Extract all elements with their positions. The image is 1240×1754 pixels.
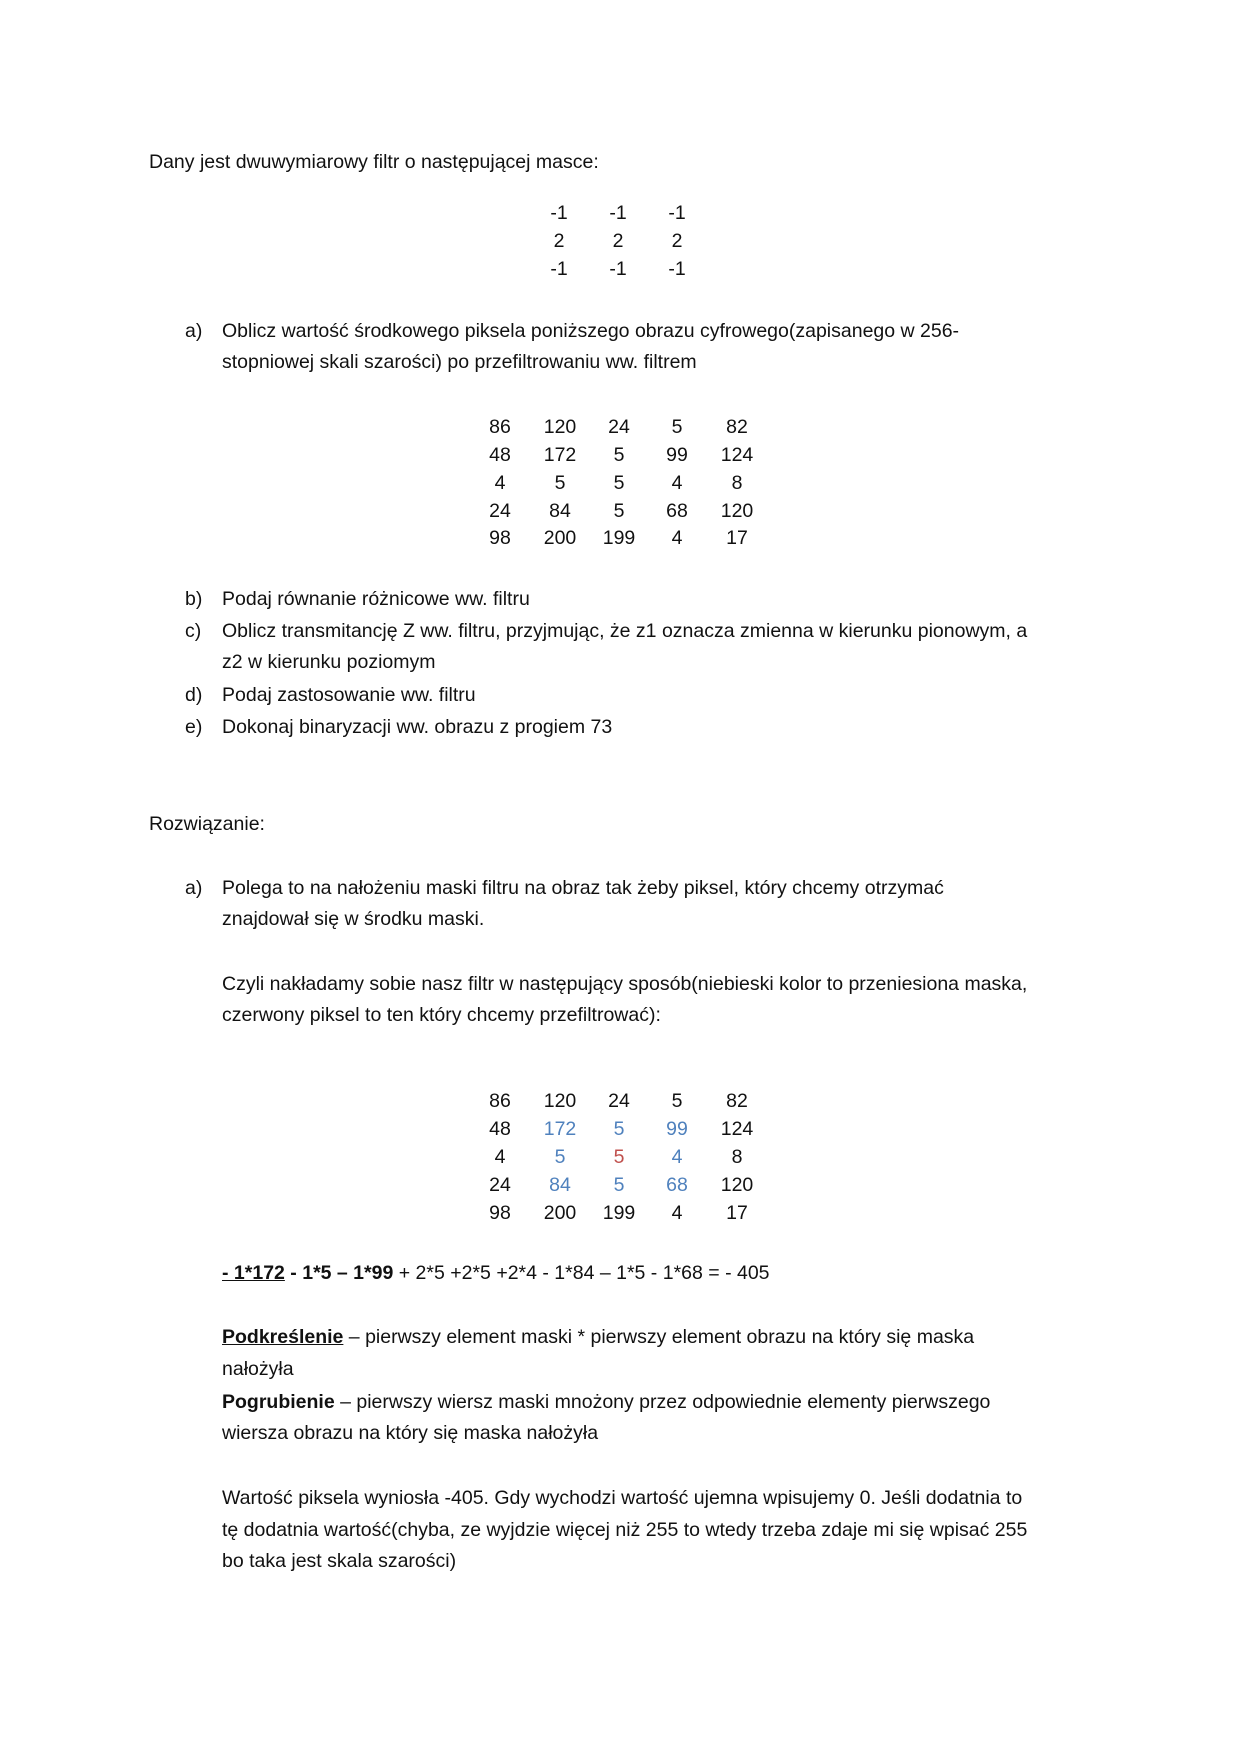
legend-desc: – pierwszy element maski * pierwszy element obrazu na który się maska — [343, 1326, 975, 1348]
matrix-cell: 5 — [613, 472, 625, 494]
matrix-cell: 48 — [489, 444, 511, 466]
task-c-text: Oblicz transmitancję Z ww. filtru, przyjmując, że z1 oznacza zmienna w kierunku pionowym, a — [222, 620, 1028, 642]
matrix-cell: -1 — [550, 258, 568, 280]
matrix-cell: 24 — [608, 1090, 630, 1112]
formula-bold: - 1*5 – 1*99 — [284, 1262, 394, 1284]
matrix-cell: 82 — [726, 1090, 748, 1112]
matrix-cell: 172 — [543, 444, 577, 466]
task-c-label: c) — [185, 620, 202, 642]
solution-text: Czyli nakładamy sobie nasz filtr w następujący sposób(niebieski kolor to przeniesiona maska, — [222, 973, 1028, 995]
matrix-cell: 98 — [489, 527, 511, 549]
solution-a-label: a) — [185, 877, 203, 899]
matrix-cell: 2 — [612, 230, 624, 252]
matrix-cell: 8 — [731, 472, 743, 494]
task-c-text: z2 w kierunku poziomym — [222, 651, 436, 673]
formula-underlined: - 1*172 — [222, 1262, 285, 1284]
matrix-cell: 17 — [726, 1202, 748, 1224]
matrix-cell: 200 — [543, 527, 577, 549]
matrix-cell: 4 — [671, 1146, 683, 1168]
matrix-cell: 24 — [489, 1174, 511, 1196]
matrix-cell: 17 — [726, 527, 748, 549]
matrix-cell: 98 — [489, 1202, 511, 1224]
matrix-cell: 4 — [494, 1146, 506, 1168]
matrix-cell: 84 — [549, 1174, 571, 1196]
matrix-cell: 5 — [613, 1174, 625, 1196]
task-b-label: b) — [185, 588, 203, 610]
matrix-cell: -1 — [609, 258, 627, 280]
matrix-cell: 48 — [489, 1118, 511, 1140]
legend-term: Pogrubienie — [222, 1391, 335, 1413]
matrix-cell: 4 — [671, 472, 683, 494]
matrix-cell: 5 — [613, 1146, 625, 1168]
matrix-cell: -1 — [668, 258, 686, 280]
legend-desc: nałożyła — [222, 1358, 294, 1380]
conclusion-text: Wartość piksela wyniosła -405. Gdy wychodzi wartość ujemna wpisujemy 0. Jeśli dodatnia to — [222, 1487, 1023, 1509]
matrix-cell: 8 — [731, 1146, 743, 1168]
matrix-cell: 5 — [613, 444, 625, 466]
matrix-cell: 199 — [602, 527, 636, 549]
matrix-cell: 86 — [489, 1090, 511, 1112]
task-a-label: a) — [185, 320, 203, 342]
task-d-text: Podaj zastosowanie ww. filtru — [222, 684, 476, 706]
matrix-cell: 2 — [553, 230, 565, 252]
matrix-cell: 120 — [543, 1090, 577, 1112]
matrix-cell: 120 — [543, 416, 577, 438]
conclusion-text: bo taka jest skala szarości) — [222, 1550, 457, 1572]
task-e-label: e) — [185, 716, 203, 738]
matrix-cell: 5 — [613, 500, 625, 522]
matrix-cell: 99 — [666, 444, 688, 466]
matrix-cell: 82 — [726, 416, 748, 438]
matrix-cell: 5 — [613, 1118, 625, 1140]
formula — [222, 1261, 770, 1285]
matrix-cell: 4 — [671, 1202, 683, 1224]
task-e-text: Dokonaj binaryzacji ww. obrazu z progiem 73 — [222, 716, 613, 738]
matrix-cell: -1 — [609, 202, 627, 224]
matrix-cell: -1 — [668, 202, 686, 224]
solution-heading: Rozwiązanie: — [149, 813, 265, 835]
matrix-cell: 68 — [666, 500, 688, 522]
matrix-cell: 24 — [608, 416, 630, 438]
task-d-label: d) — [185, 684, 203, 706]
task-b-text: Podaj równanie różnicowe ww. filtru — [222, 588, 530, 610]
legend-underline — [222, 1325, 974, 1349]
solution-text: Polega to na nałożeniu maski filtru na obraz tak żeby piksel, który chcemy otrzymać — [222, 877, 944, 899]
matrix-cell: 5 — [554, 472, 566, 494]
task-a-text: Oblicz wartość środkowego piksela poniższego obrazu cyfrowego(zapisanego w 256- — [222, 320, 960, 342]
matrix-cell: -1 — [550, 202, 568, 224]
matrix-cell: 99 — [666, 1118, 688, 1140]
matrix-cell: 24 — [489, 500, 511, 522]
matrix-cell: 172 — [543, 1118, 577, 1140]
legend-bold — [222, 1390, 990, 1414]
legend-desc: – pierwszy wiersz maski mnożony przez odpowiednie elementy pierwszego — [334, 1391, 991, 1413]
matrix-cell: 124 — [720, 1118, 754, 1140]
matrix-cell: 2 — [671, 230, 683, 252]
matrix-cell: 199 — [602, 1202, 636, 1224]
legend-term: Podkreślenie — [222, 1326, 344, 1348]
solution-text: znajdował się w środku maski. — [222, 908, 485, 930]
matrix-cell: 124 — [720, 444, 754, 466]
matrix-cell: 5 — [554, 1146, 566, 1168]
formula-rest: + 2*5 +2*5 +2*4 - 1*84 – 1*5 - 1*68 = - 405 — [393, 1262, 770, 1284]
matrix-cell: 84 — [549, 500, 571, 522]
matrix-cell: 5 — [671, 1090, 683, 1112]
matrix-cell: 4 — [494, 472, 506, 494]
matrix-cell: 68 — [666, 1174, 688, 1196]
intro-text: Dany jest dwuwymiarowy filtr o następującej masce: — [149, 151, 599, 173]
solution-text: czerwony piksel to ten który chcemy przefiltrować): — [222, 1004, 661, 1026]
task-a-text: stopniowej skali szarości) po przefiltrowaniu ww. filtrem — [222, 351, 697, 373]
matrix-cell: 86 — [489, 416, 511, 438]
matrix-cell: 4 — [671, 527, 683, 549]
matrix-cell: 5 — [671, 416, 683, 438]
legend-desc: wiersza obrazu na który się maska nałożyła — [222, 1422, 599, 1444]
matrix-cell: 120 — [720, 500, 754, 522]
conclusion-text: tę dodatnia wartość(chyba, ze wyjdzie więcej niż 255 to wtedy trzeba zdaje mi się wpisać 255 — [222, 1519, 1028, 1541]
matrix-cell: 120 — [720, 1174, 754, 1196]
matrix-cell: 200 — [543, 1202, 577, 1224]
